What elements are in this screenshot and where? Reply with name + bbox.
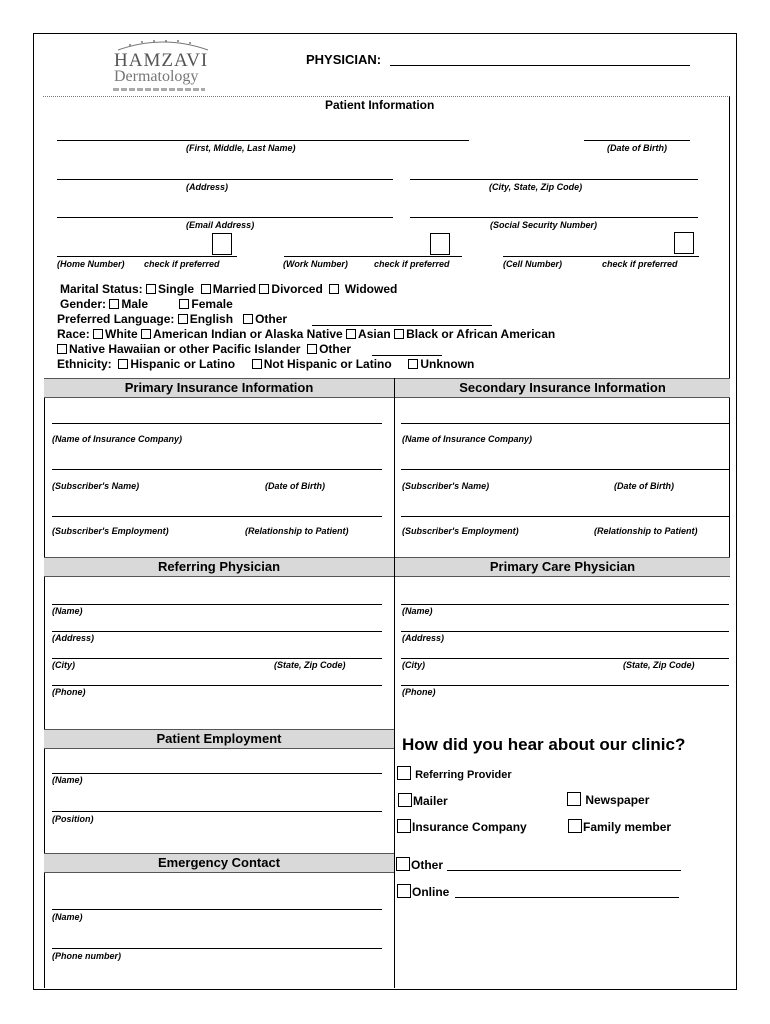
online-label: Online xyxy=(412,885,450,899)
referring-provider-checkbox[interactable] xyxy=(397,766,411,780)
dob-field[interactable] xyxy=(584,140,690,141)
secondary-employment-field[interactable] xyxy=(401,516,729,517)
secondary-insurance-header: Secondary Insurance Information xyxy=(395,378,730,398)
primary-care-header: Primary Care Physician xyxy=(395,557,730,577)
referring-provider-label: Referring Provider xyxy=(415,769,512,781)
pcp-address-caption: (Address) xyxy=(402,633,445,643)
single-checkbox[interactable] xyxy=(146,284,156,294)
hear-mailer-row xyxy=(398,793,448,808)
unknown-checkbox[interactable] xyxy=(408,359,418,369)
employment-name-field[interactable] xyxy=(52,773,382,774)
right-border xyxy=(729,378,730,576)
employment-position-field[interactable] xyxy=(52,811,382,812)
emergency-header: Emergency Contact xyxy=(44,853,394,873)
hear-insurance-row xyxy=(397,819,527,834)
family-member-checkbox[interactable] xyxy=(568,819,582,833)
primary-employment-caption: (Subscriber's Employment) xyxy=(52,526,169,536)
hear-family-row xyxy=(568,819,671,834)
female-checkbox[interactable] xyxy=(179,299,189,309)
hear-title: How did you hear about our clinic? xyxy=(402,735,686,754)
hear-newspaper-row xyxy=(567,792,649,807)
marital-row xyxy=(60,282,397,296)
referring-address-caption: (Address) xyxy=(52,633,95,643)
referring-city-caption: (City) xyxy=(52,660,75,670)
cell-caption: (Cell Number) xyxy=(503,259,563,269)
pcp-city-caption: (City) xyxy=(402,660,425,670)
referring-header: Referring Physician xyxy=(44,557,394,577)
hear-other-field[interactable] xyxy=(447,870,681,871)
unknown-label: Unknown xyxy=(420,357,475,371)
race-label: Race: xyxy=(57,327,90,341)
home-preferred-checkbox[interactable] xyxy=(212,233,232,255)
gender-label: Gender: xyxy=(60,297,107,311)
emergency-name-field[interactable] xyxy=(52,909,382,910)
physician-field[interactable] xyxy=(390,65,690,66)
ethnicity-row xyxy=(57,357,474,371)
divorced-label: Divorced xyxy=(271,282,323,296)
not-hispanic-label: Not Hispanic or Latino xyxy=(263,357,392,371)
employment-position-caption: (Position) xyxy=(52,814,94,824)
work-phone-field[interactable] xyxy=(284,256,462,257)
hispanic-checkbox[interactable] xyxy=(118,359,128,369)
cell-preferred-checkbox[interactable] xyxy=(674,232,694,254)
secondary-subscriber-caption: (Subscriber's Name) xyxy=(402,481,490,491)
newspaper-checkbox[interactable] xyxy=(567,792,581,806)
secondary-company-caption: (Name of Insurance Company) xyxy=(402,434,533,444)
not-hispanic-checkbox[interactable] xyxy=(252,359,262,369)
mailer-checkbox[interactable] xyxy=(398,793,412,807)
address-caption: (Address) xyxy=(186,182,229,192)
hawaiian-checkbox[interactable] xyxy=(57,344,67,354)
online-checkbox[interactable] xyxy=(397,884,411,898)
primary-company-field[interactable] xyxy=(52,423,382,424)
ethnicity-label: Ethnicity: xyxy=(57,357,112,371)
home-caption: (Home Number) xyxy=(57,259,125,269)
referring-city-field[interactable] xyxy=(52,658,382,659)
race-other-label: Other xyxy=(319,342,352,356)
pcp-city-field[interactable] xyxy=(401,658,729,659)
hear-online-row xyxy=(397,884,449,899)
referring-phone-caption: (Phone) xyxy=(52,687,86,697)
logo-tagline xyxy=(113,88,205,91)
secondary-relationship-caption: (Relationship to Patient) xyxy=(594,526,698,536)
hear-other-row xyxy=(396,857,443,872)
primary-relationship-caption: (Relationship to Patient) xyxy=(245,526,349,536)
english-checkbox[interactable] xyxy=(178,314,188,324)
emergency-phone-field[interactable] xyxy=(52,948,382,949)
primary-company-caption: (Name of Insurance Company) xyxy=(52,434,183,444)
hawaiian-label: Native Hawaiian or other Pacific Islander xyxy=(69,342,301,356)
city-caption: (City, State, Zip Code) xyxy=(489,182,583,192)
referring-name-field[interactable] xyxy=(52,604,382,605)
white-checkbox[interactable] xyxy=(93,329,103,339)
primary-dob-caption: (Date of Birth) xyxy=(265,481,325,491)
address-field[interactable] xyxy=(57,179,393,180)
single-label: Single xyxy=(158,282,195,296)
primary-insurance-header: Primary Insurance Information xyxy=(44,378,394,398)
marital-label: Marital Status: xyxy=(60,282,143,296)
primary-employment-field[interactable] xyxy=(52,516,382,517)
referring-phone-field[interactable] xyxy=(52,685,382,686)
white-label: White xyxy=(105,327,138,341)
secondary-subscriber-field[interactable] xyxy=(401,469,729,470)
race-row xyxy=(57,327,555,341)
work-preferred-checkbox[interactable] xyxy=(430,233,450,255)
pcp-phone-caption: (Phone) xyxy=(402,687,436,697)
asian-label: Asian xyxy=(358,327,391,341)
mailer-label: Mailer xyxy=(413,794,448,808)
cell-preferred-caption: check if preferred xyxy=(602,259,678,269)
ssn-caption: (Social Security Number) xyxy=(490,220,598,230)
male-checkbox[interactable] xyxy=(109,299,119,309)
pcp-phone-field[interactable] xyxy=(401,685,729,686)
column-divider xyxy=(394,378,395,988)
language-row xyxy=(57,312,287,326)
married-label: Married xyxy=(212,282,257,296)
race-row-2 xyxy=(57,342,351,356)
pcp-name-caption: (Name) xyxy=(402,606,433,616)
pcp-state-caption: (State, Zip Code) xyxy=(623,660,695,670)
language-other-label: Other xyxy=(255,312,288,326)
name-field[interactable] xyxy=(57,140,469,141)
emergency-phone-caption: (Phone number) xyxy=(52,951,121,961)
logo xyxy=(108,38,218,94)
dob-caption: (Date of Birth) xyxy=(607,143,667,153)
language-other-checkbox[interactable] xyxy=(243,314,253,324)
logo-name: HAMZAVI xyxy=(114,50,209,71)
hear-online-field[interactable] xyxy=(455,897,679,898)
female-label: Female xyxy=(191,297,233,311)
secondary-dob-caption: (Date of Birth) xyxy=(614,481,674,491)
widowed-label: Widowed xyxy=(344,282,398,296)
left-border xyxy=(44,378,45,988)
physician-label: PHYSICIAN: xyxy=(306,52,382,67)
work-caption: (Work Number) xyxy=(283,259,348,269)
referring-name-caption: (Name) xyxy=(52,606,83,616)
primary-subscriber-caption: (Subscriber's Name) xyxy=(52,481,140,491)
email-caption: (Email Address) xyxy=(186,220,255,230)
logo-sub: Dermatology xyxy=(114,68,199,85)
employment-header: Patient Employment xyxy=(44,729,394,749)
race-other-field[interactable] xyxy=(372,355,442,356)
cell-phone-field[interactable] xyxy=(503,256,699,257)
referring-address-field[interactable] xyxy=(52,631,382,632)
hispanic-label: Hispanic or Latino xyxy=(130,357,236,371)
male-label: Male xyxy=(121,297,149,311)
pcp-name-field[interactable] xyxy=(401,604,729,605)
emergency-name-caption: (Name) xyxy=(52,912,83,922)
race-other-checkbox[interactable] xyxy=(307,344,317,354)
married-checkbox[interactable] xyxy=(201,284,211,294)
ssn-field[interactable] xyxy=(410,217,698,218)
secondary-employment-caption: (Subscriber's Employment) xyxy=(402,526,519,536)
email-field[interactable] xyxy=(57,217,393,218)
insurance-company-checkbox[interactable] xyxy=(397,819,411,833)
referring-state-caption: (State, Zip Code) xyxy=(274,660,346,670)
gender-row xyxy=(60,297,233,311)
employment-name-caption: (Name) xyxy=(52,775,83,785)
asian-checkbox[interactable] xyxy=(346,329,356,339)
black-checkbox[interactable] xyxy=(394,329,404,339)
family-member-label: Family member xyxy=(583,820,672,834)
hear-referring-row xyxy=(397,766,512,781)
insurance-company-label: Insurance Company xyxy=(412,820,527,834)
divorced-checkbox[interactable] xyxy=(259,284,269,294)
hear-other-label: Other xyxy=(411,858,444,872)
work-preferred-caption: check if preferred xyxy=(374,259,450,269)
native-label: American Indian or Alaska Native xyxy=(153,327,343,341)
hear-other-checkbox[interactable] xyxy=(396,857,410,871)
primary-subscriber-field[interactable] xyxy=(52,469,382,470)
pcp-address-field[interactable] xyxy=(401,631,729,632)
name-caption: (First, Middle, Last Name) xyxy=(186,143,296,153)
newspaper-label: Newspaper xyxy=(585,793,650,807)
patient-info-title: Patient Information xyxy=(325,98,435,112)
city-field[interactable] xyxy=(410,179,698,180)
black-label: Black or African American xyxy=(406,327,556,341)
secondary-company-field[interactable] xyxy=(401,423,729,424)
widowed-checkbox[interactable] xyxy=(329,284,339,294)
language-label: Preferred Language: xyxy=(57,312,175,326)
native-checkbox[interactable] xyxy=(141,329,151,339)
english-label: English xyxy=(189,312,234,326)
home-preferred-caption: check if preferred xyxy=(144,259,220,269)
language-other-field[interactable] xyxy=(312,325,492,326)
home-phone-field[interactable] xyxy=(57,256,237,257)
